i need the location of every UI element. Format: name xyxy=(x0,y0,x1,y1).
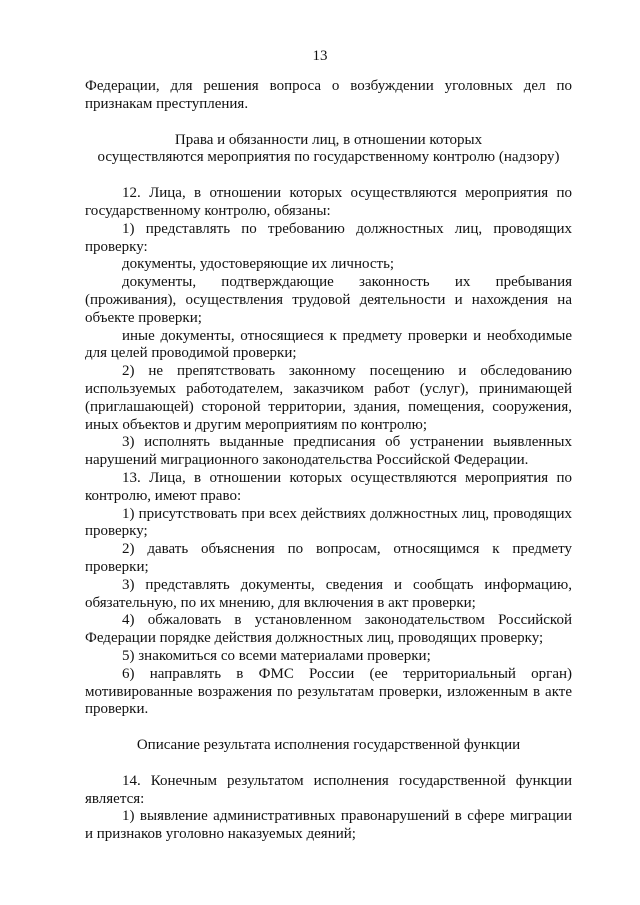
paragraph-12-item-1b: документы, подтверждающие законность их пребывания (проживания), осуществления трудовой деятельности и нахождения на объекте проверки; xyxy=(85,274,572,326)
section-title-result: Описание результата исполнения государственной функции xyxy=(136,737,521,754)
paragraph-13-item-6: 6) направлять в ФМС России (ее территориальный орган) мотивированные возражения по результатам проверки, изложенным в акте проверки. xyxy=(85,665,572,718)
paragraph-14-item-1: 1) выявление административных правонарушений в сфере миграции и признаков уголовно наказуемых деяний; xyxy=(85,808,572,843)
paragraph-13-item-1: 1) присутствовать при всех действиях должностных лиц, проводящих проверку; xyxy=(85,505,572,540)
paragraph-12-item-3: 3) исполнять выданные предписания об устранении выявленных нарушений миграционного законодательства Российской Федерации. xyxy=(85,434,572,469)
paragraph-13-item-3: 3) представлять документы, сведения и сообщать информацию, обязательную, по их мнению, для включения в акт проверки; xyxy=(85,576,572,611)
paragraph-12-item-1c: иные документы, относящиеся к предмету проверки и необходимые для целей проводимой проверки; xyxy=(85,327,572,362)
section-title-rights-line2: осуществляются мероприятия по государственному контролю (надзору) xyxy=(97,149,560,166)
paragraph-12-item-1a: документы, удостоверяющие их личность; xyxy=(122,256,395,273)
paragraph-14: 14. Конечным результатом исполнения государственной функции является: xyxy=(85,772,572,807)
paragraph-13-item-4: 4) обжаловать в установленном законодательством Российской Федерации порядке действия должностных лиц, проводящих проверку; xyxy=(85,612,572,647)
section-title-rights-line1: Права и обязанности лиц, в отношении которых xyxy=(174,131,483,148)
document-body xyxy=(85,78,572,844)
paragraph-13: 13. Лица, в отношении которых осуществляются мероприятия по контролю, имеют право: xyxy=(85,469,572,504)
paragraph-intro: Федерации, для решения вопроса о возбуждении уголовных дел по признакам преступления. xyxy=(85,78,572,112)
paragraph-13-item-5: 5) знакомиться со всеми материалами проверки; xyxy=(122,647,431,664)
paragraph-12-item-1: 1) представлять по требованию должностных лиц, проводящих проверку: xyxy=(85,220,572,255)
paragraph-12-item-2: 2) не препятствовать законному посещению и обследованию используемых работодателем, заказчиком работ (услуг), принимающей (приглашающей) стороной территории, здания, помещения, сооружения, иных объектов и другим мероприятиям по контролю; xyxy=(85,363,572,433)
page-number: 13 xyxy=(312,48,328,64)
paragraph-13-item-2: 2) давать объяснения по вопросам, относящимся к предмету проверки; xyxy=(85,541,572,575)
paragraph-12: 12. Лица, в отношении которых осуществляются мероприятия по государственному контролю, обязаны: xyxy=(85,185,572,219)
